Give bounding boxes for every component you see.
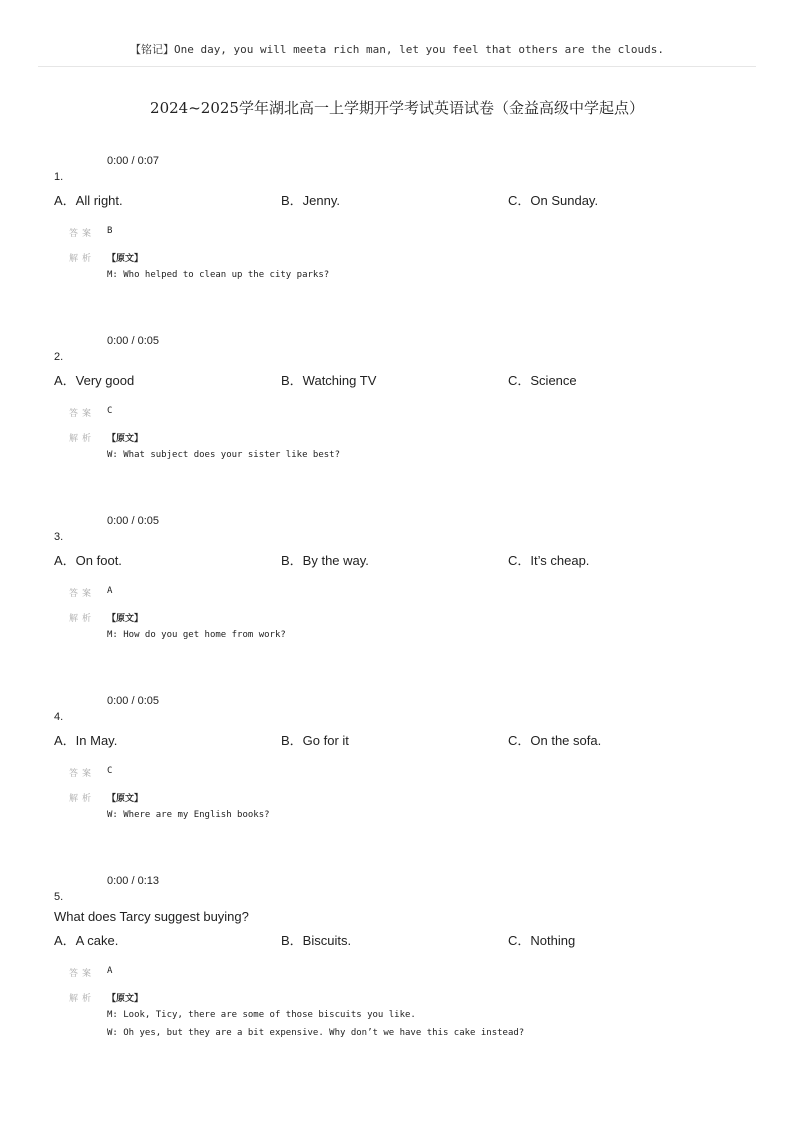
transcript-line: W: Oh yes, but they are a bit expensive. Why don’t we have this cake instead? bbox=[107, 1028, 525, 1038]
answer-value: C bbox=[107, 766, 113, 776]
answer-label: 答案 bbox=[69, 229, 96, 239]
option-c[interactable]: C．Nothing bbox=[508, 933, 576, 948]
question-number: 4. bbox=[54, 711, 64, 723]
audio-player-time[interactable]: 0:00 / 0:05 bbox=[107, 335, 159, 347]
option-a[interactable]: A．A cake. bbox=[54, 933, 119, 948]
analysis-label: 解析 bbox=[69, 794, 96, 804]
option-b[interactable]: B．Biscuits. bbox=[281, 933, 352, 948]
question-number: 5. bbox=[54, 891, 64, 903]
question-stem: What does Tarcy suggest buying? bbox=[54, 909, 249, 924]
option-b[interactable]: B．By the way. bbox=[281, 553, 369, 568]
option-b[interactable]: B．Watching TV bbox=[281, 373, 377, 388]
answer-value: A bbox=[107, 966, 113, 976]
answer-label: 答案 bbox=[69, 409, 96, 419]
option-a[interactable]: A．Very good bbox=[54, 373, 135, 388]
answer-value: A bbox=[107, 586, 113, 596]
analysis-label: 解析 bbox=[69, 614, 96, 624]
option-c[interactable]: C．On Sunday. bbox=[508, 193, 599, 208]
transcript-line: M: How do you get home from work? bbox=[107, 630, 286, 640]
answer-label: 答案 bbox=[69, 589, 96, 599]
analysis-label: 解析 bbox=[69, 994, 96, 1004]
transcript-heading: 【原文】 bbox=[107, 614, 144, 624]
header-divider bbox=[38, 66, 756, 67]
option-a[interactable]: A．On foot. bbox=[54, 553, 122, 568]
question-number: 1. bbox=[54, 171, 64, 183]
transcript-heading: 【原文】 bbox=[107, 794, 144, 804]
audio-player-time[interactable]: 0:00 / 0:13 bbox=[107, 875, 159, 887]
option-c[interactable]: C．It’s cheap. bbox=[508, 553, 590, 568]
transcript-line: M: Who helped to clean up the city parks? bbox=[107, 270, 330, 280]
answer-value: C bbox=[107, 406, 113, 416]
answer-label: 答案 bbox=[69, 969, 96, 979]
page-title: 2024~2025学年湖北高一上学期开学考试英语试卷（金益高级中学起点） bbox=[150, 99, 644, 117]
option-c[interactable]: C．Science bbox=[508, 373, 577, 388]
question-number: 2. bbox=[54, 351, 64, 363]
transcript-line: M: Look, Ticy, there are some of those biscuits you like. bbox=[107, 1010, 416, 1020]
transcript-heading: 【原文】 bbox=[107, 434, 144, 444]
transcript-heading: 【原文】 bbox=[107, 994, 144, 1004]
transcript-line: W: Where are my English books? bbox=[107, 810, 270, 820]
transcript-heading: 【原文】 bbox=[107, 254, 144, 264]
option-a[interactable]: A．In May. bbox=[54, 733, 118, 748]
header-motto: 【铭记】One day, you will meeta rich man, let you feel that others are the clouds. bbox=[129, 43, 665, 56]
audio-player-time[interactable]: 0:00 / 0:05 bbox=[107, 695, 159, 707]
question-number: 3. bbox=[54, 531, 64, 543]
analysis-label: 解析 bbox=[69, 254, 96, 264]
analysis-label: 解析 bbox=[69, 434, 96, 444]
transcript-line: W: What subject does your sister like best? bbox=[107, 450, 340, 460]
option-b[interactable]: B．Jenny. bbox=[281, 193, 341, 208]
option-b[interactable]: B．Go for it bbox=[281, 733, 349, 748]
option-a[interactable]: A．All right. bbox=[54, 193, 123, 208]
answer-value: B bbox=[107, 226, 113, 236]
option-c[interactable]: C．On the sofa. bbox=[508, 733, 602, 748]
answer-label: 答案 bbox=[69, 769, 96, 779]
audio-player-time[interactable]: 0:00 / 0:05 bbox=[107, 515, 159, 527]
audio-player-time[interactable]: 0:00 / 0:07 bbox=[107, 155, 159, 167]
